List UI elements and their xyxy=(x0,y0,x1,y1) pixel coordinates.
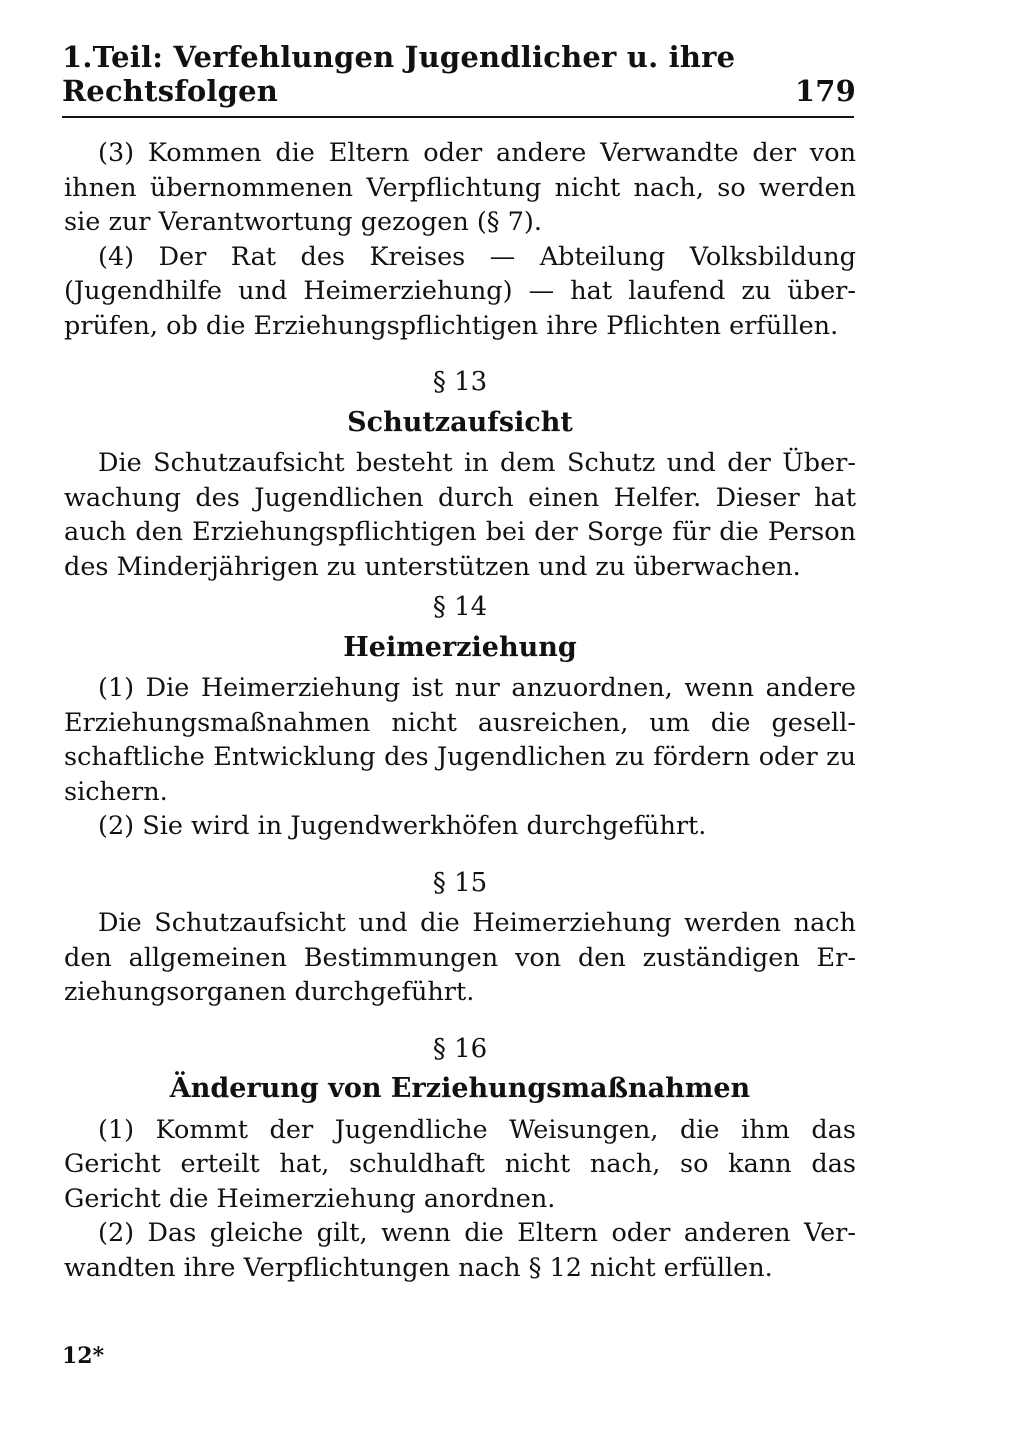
signature-mark: 12* xyxy=(62,1343,105,1369)
paragraph-12-4: (4) Der Rat des Kreises — Abteilung Volksbildung (Jugendhilfe und Heimerziehung) — hat laufend zu überprüfen, ob die Erziehungspflichtigen ihre Pflichten erfüllen. xyxy=(64,241,856,341)
section-13-text: Die Schutzaufsicht besteht in dem Schutz und der Überwachung des Jugendlichen durch einen Helfer. Dieser hat auch den Erziehungspflichtigen bei der Sorge für die Person des Minderjährigen zu unterstützen und zu überwachen. xyxy=(64,448,856,582)
page-number: 179 xyxy=(794,74,856,108)
section-15-text: Die Schutzaufsicht und die Heimerziehung werden nach den allgemeinen Bestimmungen von den zuständigen Erziehungsorganen durchgeführt. xyxy=(64,908,856,1007)
section-16-paragraph-1: (1) Kommt der Jugendliche Weisungen, die ihm das Gericht erteilt hat, schuldhaft nicht nach, so kann das Gericht die Heimerziehung anordnen. xyxy=(64,1114,856,1214)
section-13-number: § 13 xyxy=(432,367,488,397)
section-14-number: § 14 xyxy=(432,592,488,622)
section-16-paragraph-2: (2) Das gleiche gilt, wenn die Eltern oder anderen Verwandten ihre Verpflichtungen nach § 12 nicht erfüllen. xyxy=(64,1218,856,1283)
running-header xyxy=(62,40,856,108)
section-14-paragraph-1: (1) Die Heimerziehung ist nur anzuordnen, wenn andere Erziehungsmaßnahmen nicht ausreichen, um die gesellschaftliche Entwicklung des Jugendlichen zu fördern oder zu sichern. xyxy=(64,673,856,807)
section-16-number: § 16 xyxy=(432,1033,488,1064)
paragraph-12-3: (3) Kommen die Eltern oder andere Verwandte der von ihnen übernommenen Verpflichtung nicht nach, so werden sie zur Verantwortung gezogen (§ 7). xyxy=(64,138,856,237)
section-16-title: Änderung von Erziehungsmaßnahmen xyxy=(169,1073,751,1104)
section-13-title: Schutzaufsicht xyxy=(347,406,573,438)
page-body xyxy=(64,136,856,1285)
running-title: 1.Teil: Verfehlungen Jugendlicher u. ihre Rechtsfolgen xyxy=(62,40,736,108)
section-15-number: § 15 xyxy=(432,867,488,898)
section-14-title: Heimerziehung xyxy=(343,631,577,663)
header-rule xyxy=(62,116,854,118)
section-14-paragraph-2: (2) Sie wird in Jugendwerkhöfen durchgeführt. xyxy=(98,811,707,841)
